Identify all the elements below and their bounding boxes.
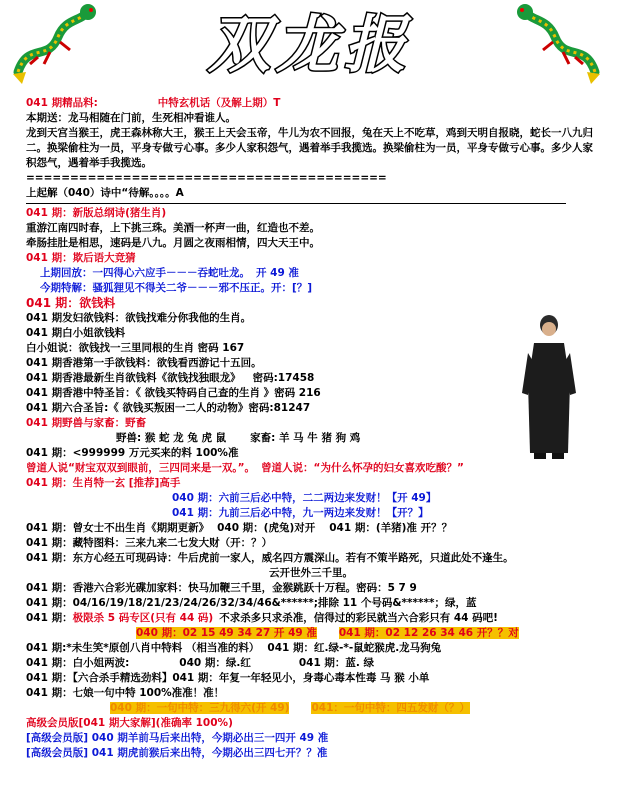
line-16: 041 期香港第一手欲钱料：欲钱看西游记十五回。	[26, 357, 262, 369]
line-36: 041 期：白小姐两波: 040 期：绿.红 041 期：蓝. 绿	[26, 657, 375, 669]
line-32: 041 期：04/16/19/18/21/23/24/26/32/34/46&******;排除 11 个号码&******；绿，蓝	[26, 597, 477, 609]
line-30: 云开世外三千里。	[269, 567, 353, 579]
line-25: 040 期：六前三后必中特，二二两边来发财！【开 49】	[172, 492, 437, 504]
line-15: 白小姐说：欲钱找一三里同根的生肖 密码 167	[26, 342, 245, 354]
line-11: 今期特解：骚狐狸见不得关二爷－－－邪不压正。开：[？]	[40, 282, 313, 294]
line-40: 高级会员版[041 期大家解](准确率 100%)	[26, 717, 233, 729]
line-29: 041 期：东方心经五可现码诗：牛后虎前一家人，威名四方震深山。若有不策半路死，只道此处不逢生。	[26, 552, 514, 564]
line-27: 041 期：曾女士不出生肖《期期更新》 040 期：(虎兔)对开 041 期：(羊猪)准 开？？	[26, 522, 453, 534]
line-18: 041 期香港中特圣旨：《 欲钱买特码自己查的生肖 》密码 216	[26, 387, 321, 399]
line-5: 上起解（040）诗中“待解。。。。A	[26, 187, 184, 199]
line-22: 041 期：<999999 万元买来的料 100%准	[26, 447, 239, 459]
line-8: 牵肠挂肚是相思，速码是八九。月圆之夜雨相情，四大天王中。	[26, 237, 320, 249]
dragon-right-icon	[515, 2, 605, 88]
line-1: 041 期精品料: 中特玄机话（及解上期）T	[26, 97, 281, 109]
line-42: [高级会员版] 041 期虎前猴后来出特，今期必出三四七开？？准	[26, 747, 328, 759]
line-38: 041 期：七娘一句中特 100%准准！准！	[26, 687, 225, 699]
line-24: 041 期：生肖特一玄 [推荐]高手	[26, 477, 181, 489]
line-9: 041 期：欺后语大竞猜	[26, 252, 136, 264]
line-35: 041 期:*未生笑*原创八肖中特料 （相当准的料） 041 期：红.绿-*-鼠蛇猴虎.龙马狗兔	[26, 642, 442, 654]
line-19: 041 期六合圣旨:《 欲钱买叛困一二人的动物》密码:81247	[26, 402, 311, 414]
line-7: 重游江南四时春，上下挑三珠。美酒一杯声一曲，红造也不差。	[26, 222, 320, 234]
line-34: 040 期：02 15 49 34 27 开 49 准 041 期：02 12 26 34 46 开？？对	[136, 627, 519, 639]
dragon-left-icon	[8, 2, 98, 88]
line-31: 041 期：香港六合彩光碟加家料：快马加鞭三千里，金猴跳跃十万程。密码：5 7 9	[26, 582, 417, 594]
line-23: 曾道人说“财宝双双到眼前，三四同来是一双。”。 曾道人说：“为什么怀孕的妇女喜欢吃酸？”	[26, 462, 464, 474]
header-banner	[0, 0, 617, 92]
line-2: 本期送：龙马相随在门前，生死相冲看谁人。	[26, 112, 236, 124]
line-20: 041 期野兽与家畜：野畜	[26, 417, 147, 429]
line-separator: =========================================	[26, 172, 387, 184]
line-28: 041 期：藏特图料：三来九来二七发大财（开：？）	[26, 537, 273, 549]
line-39: 040 期：一句中特：三九得六(开 49) 041：一句中特：四五发财（？）	[110, 702, 470, 714]
article-body	[26, 96, 596, 761]
line-6: 041 期：新版总纲诗(猪生肖)	[26, 207, 167, 219]
line-33: 041 期：极限杀 5 码专区(只有 44 码) 不求杀多只求杀准，信得过的彩民就当六合彩只有 44 码吧!	[26, 612, 498, 624]
line-21: 野兽: 猴 蛇 龙 兔 虎 鼠 家畜: 羊 马 牛 猪 狗 鸡	[116, 432, 361, 444]
line-13: 041 期发妇欲钱料：欲钱找难分你我他的生肖。	[26, 312, 252, 324]
line-14: 041 期白小姐欲钱料	[26, 327, 126, 339]
line-10: 上期回放：一四得心六应手－－－吞蛇吐龙。 开 49 准	[40, 267, 299, 279]
line-37: 041 期：【六合杀手精选劲料】041 期：年复一年轻见小，身毒心毒本性毒 马 猴 小单	[26, 672, 430, 684]
divider	[26, 203, 566, 204]
line-41: [高级会员版] 040 期羊前马后来出特，今期必出三一四开 49 准	[26, 732, 329, 744]
line-12: 041 期：欲钱料	[26, 296, 116, 310]
line-3: 龙到天宫当猴王，虎王森林称大王，猴王上天会玉帝，牛儿为农不回报，兔在天上不吃草，鸡到天明自报晓，蛇长一八九归二。换梁偷柱为一员，平身专做亏心事。多少人家积怨气，遇着举手我揽选。换梁偷柱为一员，平身专做亏心事。多少人家积怨气，遇着举手我揽选。	[26, 127, 593, 169]
page-title: 双龙报	[207, 8, 412, 81]
line-26: 041 期：九前三后必中特，九一两边来发财！【开？】	[172, 507, 429, 519]
line-17: 041 期香港最新生肖欲钱料《欲钱找独眼龙》 密码:17458	[26, 372, 315, 384]
